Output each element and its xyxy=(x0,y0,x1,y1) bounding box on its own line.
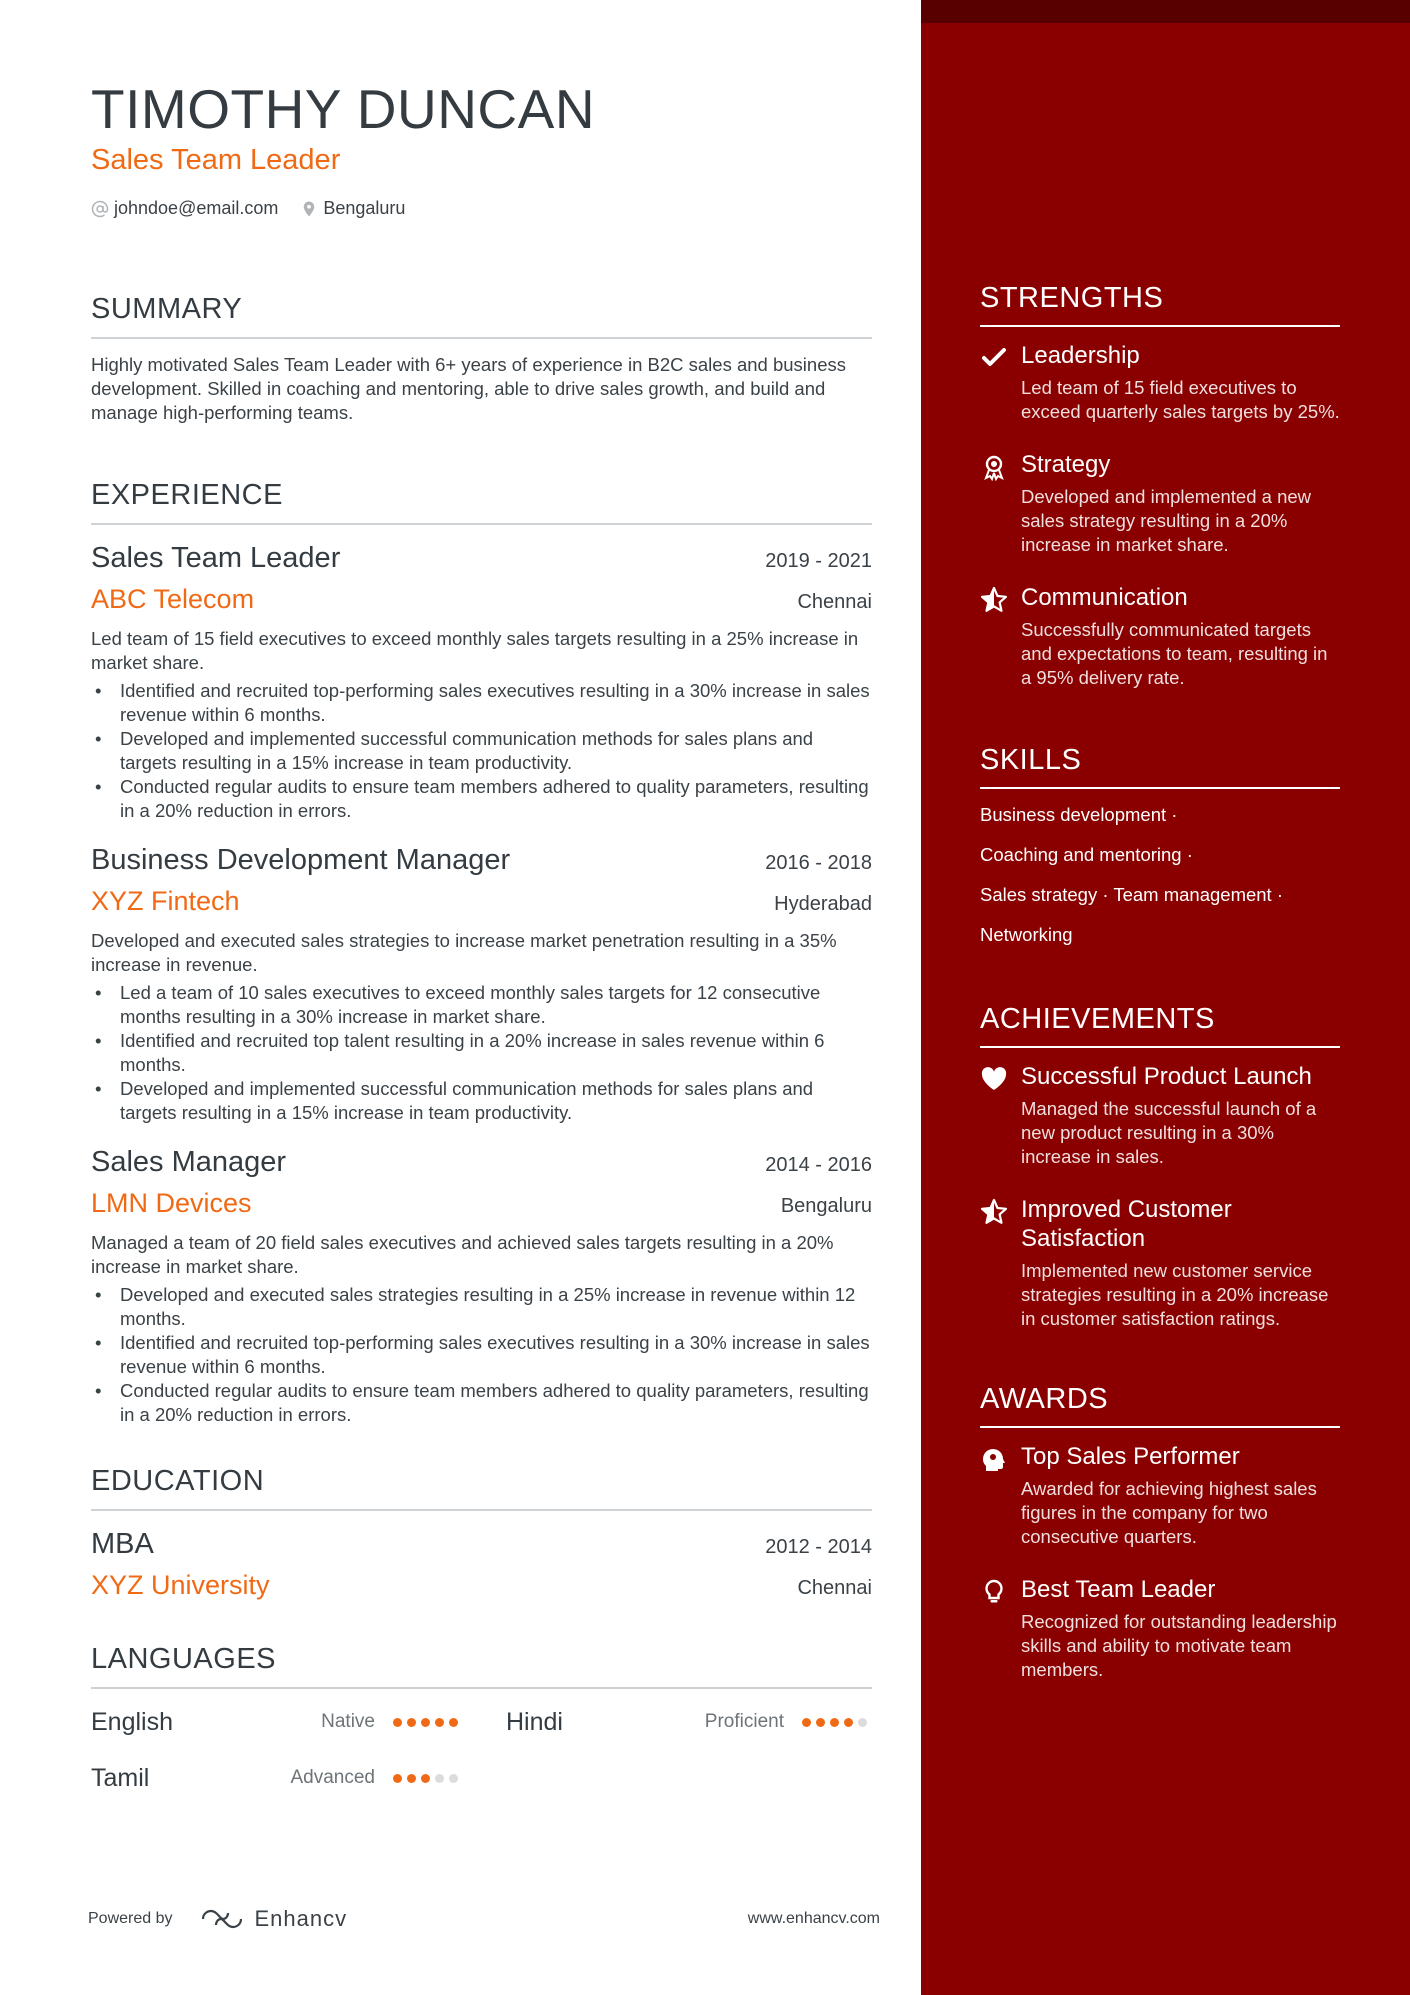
award-item xyxy=(980,1442,1340,1549)
bullet-item: • Led a team of 10 sales executives to exceed monthly sales targets for 12 consecutive months resulting in a 30% increase in market share. xyxy=(91,981,872,1029)
rating-dot-empty xyxy=(858,1718,867,1727)
achievement-title: Improved Customer Satisfaction xyxy=(1021,1196,1232,1252)
job-title: Sales Manager xyxy=(91,1146,287,1178)
skill-line: Networking xyxy=(980,924,1073,945)
rating-dot-filled xyxy=(844,1718,853,1727)
powered-by-text: Powered by xyxy=(88,1910,173,1927)
job-bullets xyxy=(91,981,872,1125)
rating-dot-filled xyxy=(421,1774,430,1783)
strengths-title: STRENGTHS xyxy=(980,282,1340,327)
candidate-role: Sales Team Leader xyxy=(91,144,341,176)
bullet-item: • Developed and implemented successful communication methods for sales plans and targets resulting in a 15% increase in team productivity. xyxy=(91,727,872,775)
language-item xyxy=(91,1759,506,1797)
language-name: Tamil xyxy=(91,1763,150,1792)
bullet-item: • Identified and recruited top-performing sales executives resulting in a 30% increase in sales revenue within 6 months. xyxy=(91,679,872,727)
strength-desc: Successfully communicated targets and expectations to team, resulting in a 95% delivery rate. xyxy=(1021,619,1328,688)
job-entry xyxy=(91,539,872,823)
job-entry xyxy=(91,841,872,1125)
experience-section xyxy=(91,479,872,1427)
skills-section xyxy=(980,744,1340,947)
rating-dot-filled xyxy=(816,1718,825,1727)
rating-dot-empty xyxy=(449,1774,458,1783)
job-dates: 2016 - 2018 xyxy=(765,852,872,874)
contact-row xyxy=(91,198,872,219)
education-dates: 2012 - 2014 xyxy=(765,1536,872,1558)
job-description: Developed and executed sales strategies to increase market penetration resulting in a 35% increase in revenue. xyxy=(91,930,837,975)
rating-dot-filled xyxy=(830,1718,839,1727)
skill-line: Sales strategy · Team management · xyxy=(980,884,1283,905)
experience-title: EXPERIENCE xyxy=(91,479,872,525)
sidebar xyxy=(921,0,1410,1995)
rating-dot-filled xyxy=(449,1718,458,1727)
language-rating xyxy=(802,1718,872,1727)
language-name: Hindi xyxy=(506,1707,563,1736)
brand-name: Enhancv xyxy=(254,1906,348,1931)
bullet-item: • Conducted regular audits to ensure team members adhered to quality parameters, resulting in a 20% reduction in errors. xyxy=(91,1379,872,1427)
summary-section xyxy=(91,293,872,425)
achievement-desc: Managed the successful launch of a new product resulting in a 30% increase in sales. xyxy=(1021,1098,1317,1167)
achievement-desc: Implemented new customer service strategies resulting in a 20% increase in customer satisfaction ratings. xyxy=(1021,1260,1329,1329)
award-title: Best Team Leader xyxy=(1021,1576,1216,1603)
at-sign-icon xyxy=(91,200,109,218)
rating-dot-filled xyxy=(393,1774,402,1783)
achievement-title: Successful Product Launch xyxy=(1021,1063,1312,1090)
candidate-name: TIMOTHY DUNCAN xyxy=(91,78,596,140)
head-idea-icon xyxy=(980,1445,1008,1473)
strength-desc: Developed and implemented a new sales strategy resulting in a 20% increase in market share. xyxy=(1021,486,1312,555)
check-icon xyxy=(980,344,1008,372)
language-level: Proficient xyxy=(704,1711,784,1732)
awards-section xyxy=(980,1383,1340,1682)
star-half-icon xyxy=(980,586,1008,614)
powered-by xyxy=(88,1906,347,1932)
strength-title: Communication xyxy=(1021,584,1188,611)
email-text: johndoe@email.com xyxy=(114,198,279,218)
language-name: English xyxy=(91,1707,173,1736)
degree: MBA xyxy=(91,1528,154,1560)
contact-email[interactable] xyxy=(91,198,278,219)
job-location: Hyderabad xyxy=(774,893,872,915)
strengths-section xyxy=(980,282,1340,690)
award-item xyxy=(980,1575,1340,1682)
strength-item xyxy=(980,341,1340,424)
job-location: Chennai xyxy=(797,591,872,613)
languages-section xyxy=(91,1643,872,1797)
job-bullets xyxy=(91,1283,872,1427)
main-column xyxy=(91,78,872,1797)
contact-location xyxy=(300,198,405,219)
bullet-item: • Developed and implemented successful communication methods for sales plans and targets resulting in a 15% increase in team productivity. xyxy=(91,1077,872,1125)
language-level: Advanced xyxy=(290,1767,375,1788)
sidebar-content xyxy=(980,282,1340,1724)
rating-dot-empty xyxy=(435,1774,444,1783)
school: XYZ University xyxy=(91,1570,270,1600)
job-dates: 2019 - 2021 xyxy=(765,550,872,572)
achievement-item xyxy=(980,1195,1340,1331)
bullet-item: • Conducted regular audits to ensure team members adhered to quality parameters, resulting in a 20% reduction in errors. xyxy=(91,775,872,823)
rating-dot-filled xyxy=(435,1718,444,1727)
awards-title: AWARDS xyxy=(980,1383,1340,1428)
location-pin-icon xyxy=(300,200,318,218)
job-description: Led team of 15 field executives to exceed monthly sales targets resulting in a 25% increase in market share. xyxy=(91,628,859,673)
language-rating xyxy=(393,1718,463,1727)
achievement-item xyxy=(980,1062,1340,1169)
website-link[interactable]: www.enhancv.com xyxy=(747,1910,880,1927)
lightbulb-icon xyxy=(980,1578,1008,1606)
language-item xyxy=(506,1703,872,1741)
award-title: Top Sales Performer xyxy=(1021,1443,1240,1470)
job-company: LMN Devices xyxy=(91,1188,252,1218)
rating-dot-filled xyxy=(802,1718,811,1727)
language-level: Native xyxy=(321,1711,375,1732)
job-entry xyxy=(91,1143,872,1427)
achievements-section xyxy=(980,1003,1340,1331)
strength-title: Leadership xyxy=(1021,342,1140,369)
rating-dot-filled xyxy=(421,1718,430,1727)
award-ribbon-icon xyxy=(980,453,1008,481)
skills-title: SKILLS xyxy=(980,744,1340,789)
skill-line: Business development · xyxy=(980,804,1178,825)
education-section xyxy=(91,1465,872,1603)
skill-line: Coaching and mentoring · xyxy=(980,844,1193,865)
heart-icon xyxy=(980,1065,1008,1093)
languages-title: LANGUAGES xyxy=(91,1643,872,1689)
rating-dot-filled xyxy=(407,1718,416,1727)
brand-logo[interactable] xyxy=(199,1906,348,1932)
summary-text: Highly motivated Sales Team Leader with 6+ years of experience in B2C sales and business development. Skilled in coaching and mentoring, able to drive sales growth, and build and manage high-performing teams. xyxy=(91,354,846,423)
job-description: Managed a team of 20 field sales executives and achieved sales targets resulting in a 20% increase in market share. xyxy=(91,1232,834,1277)
star-half-icon xyxy=(980,1198,1008,1226)
bullet-item: • Developed and executed sales strategies resulting in a 25% increase in revenue within 12 months. xyxy=(91,1283,872,1331)
education-title: EDUCATION xyxy=(91,1465,872,1511)
job-title: Business Development Manager xyxy=(91,844,511,876)
language-rating xyxy=(393,1774,463,1783)
strength-item xyxy=(980,450,1340,557)
achievements-title: ACHIEVEMENTS xyxy=(980,1003,1340,1048)
location-text: Bengaluru xyxy=(323,198,406,218)
rating-dot-filled xyxy=(407,1774,416,1783)
job-bullets xyxy=(91,679,872,823)
award-desc: Awarded for achieving highest sales figures in the company for two consecutive quarters. xyxy=(1021,1478,1317,1547)
summary-title: SUMMARY xyxy=(91,293,872,339)
language-item xyxy=(91,1703,506,1741)
enhancv-logo-icon xyxy=(199,1907,245,1931)
education-location: Chennai xyxy=(797,1577,872,1599)
strength-title: Strategy xyxy=(1021,451,1111,478)
job-title: Sales Team Leader xyxy=(91,542,341,574)
bullet-item: • Identified and recruited top talent resulting in a 20% increase in sales revenue within 6 months. xyxy=(91,1029,872,1077)
strength-desc: Led team of 15 field executives to exceed quarterly sales targets by 25%. xyxy=(1021,377,1340,422)
job-company: ABC Telecom xyxy=(91,584,255,614)
job-company: XYZ Fintech xyxy=(91,886,240,916)
sidebar-top-band xyxy=(921,0,1410,23)
languages-grid xyxy=(91,1703,872,1797)
strength-item xyxy=(980,583,1340,690)
award-desc: Recognized for outstanding leadership skills and ability to motivate team members. xyxy=(1021,1611,1337,1680)
rating-dot-filled xyxy=(393,1718,402,1727)
job-location: Bengaluru xyxy=(780,1195,872,1217)
footer xyxy=(88,1902,880,1936)
job-dates: 2014 - 2016 xyxy=(765,1154,872,1176)
bullet-item: • Identified and recruited top-performing sales executives resulting in a 30% increase in sales revenue within 6 months. xyxy=(91,1331,872,1379)
